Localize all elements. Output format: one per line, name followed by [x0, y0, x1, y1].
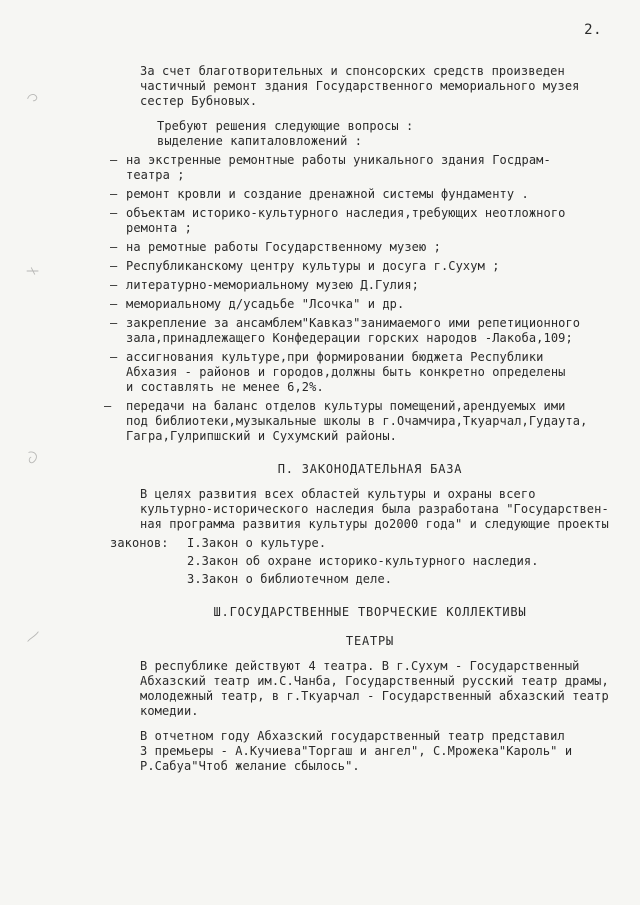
- issue-item: — ассигнования культуре,при формировании бюджета Республики Абхазия - районов и городов,должны быть конкретно определены и составлять не менее 6,2%.: [110, 350, 630, 395]
- issue-item: — закрепление за ансамблем"Кавказ"занимаемого ими репетиционного зала,принадлежащего Конфедерации горских народов -Лакоба,109;: [110, 316, 630, 346]
- section-3-title: Ш.ГОСУДАРСТВЕННЫЕ ТВОРЧЕСКИЕ КОЛЛЕКТИВЫ: [213, 605, 527, 619]
- scan-mark-icon: [24, 88, 42, 106]
- subsection-title: ТЕАТРЫ: [345, 634, 395, 648]
- laws-label: законов:: [110, 536, 169, 550]
- paragraph-4: В целях развития всех областей культуры и охраны всего культурно-исторического наследия была разработана "Государствен- ная программа развития культуры до2000 года" и следующие проекты: [140, 487, 609, 531]
- laws-items: [187, 536, 539, 587]
- page-number: 2.: [584, 22, 602, 38]
- paragraph-6: В отчетном году Абхазский государственный театр представил 3 премьеры - А.Кучиева"Торгаш и ангел", С.Мрожека"Кароль" и Р.Сабуа"Чтоб желание сбылось".: [140, 729, 573, 773]
- document-body: [110, 64, 630, 774]
- scan-mark-icon: [24, 628, 42, 646]
- scan-mark-icon: [24, 262, 42, 280]
- law-item: 2.Закон об охране историко-культурного наследия.: [187, 554, 539, 568]
- issue-item: — передачи на баланс отделов культуры помещений,арендуемых ими под библиотеки,музыкальные школы в г.Очамчира,Ткуарчал,Гудаута, Гагра,Гулрипшский и Сухумский районы.: [110, 399, 630, 444]
- paragraph-5: В республике действуют 4 театра. В г.Сухум - Государственный Абхазский театр им.С.Чанба, Государственный русский театр драмы, молодежный театр, в г.Ткуарчал - Государственный абхазский театр комедии.: [140, 659, 609, 718]
- law-item: 3.Закон о библиотечном деле.: [187, 572, 393, 586]
- law-item: I.Закон о культуре.: [187, 536, 327, 550]
- paragraph-1: За счет благотворительных и спонсорских средств произведен частичный ремонт здания Государственного мемориального музея сестер Бубновых.: [140, 64, 580, 108]
- issue-item: — на экстренные ремонтные работы уникального здания Госдрам- театра ;: [110, 153, 630, 183]
- issue-item: — ремонт кровли и создание дренажной системы фундаменту .: [110, 187, 630, 202]
- scan-mark-icon: [24, 448, 42, 466]
- issues-list: [110, 153, 630, 444]
- paragraph-2: Требуют решения следующие вопросы :: [157, 119, 414, 133]
- issue-item: — литературно-мемориальному музею Д.Гулия;: [110, 278, 630, 293]
- issue-item: — Республиканскому центру культуры и досуга г.Сухум ;: [110, 259, 630, 274]
- laws-block: [110, 536, 630, 587]
- issue-item: — объектам историко-культурного наследия,требующих неотложного ремонта ;: [110, 206, 630, 236]
- laws-row: [110, 536, 630, 587]
- issue-item: — на ремотные работы Государственному музею ;: [110, 240, 630, 255]
- paragraph-3: выделение капиталовложений :: [157, 134, 363, 148]
- issue-item: — мемориальному д/усадьбе "Лсочка" и др.: [110, 297, 630, 312]
- section-2-title: П. ЗАКОНОДАТЕЛЬНАЯ БАЗА: [277, 462, 463, 476]
